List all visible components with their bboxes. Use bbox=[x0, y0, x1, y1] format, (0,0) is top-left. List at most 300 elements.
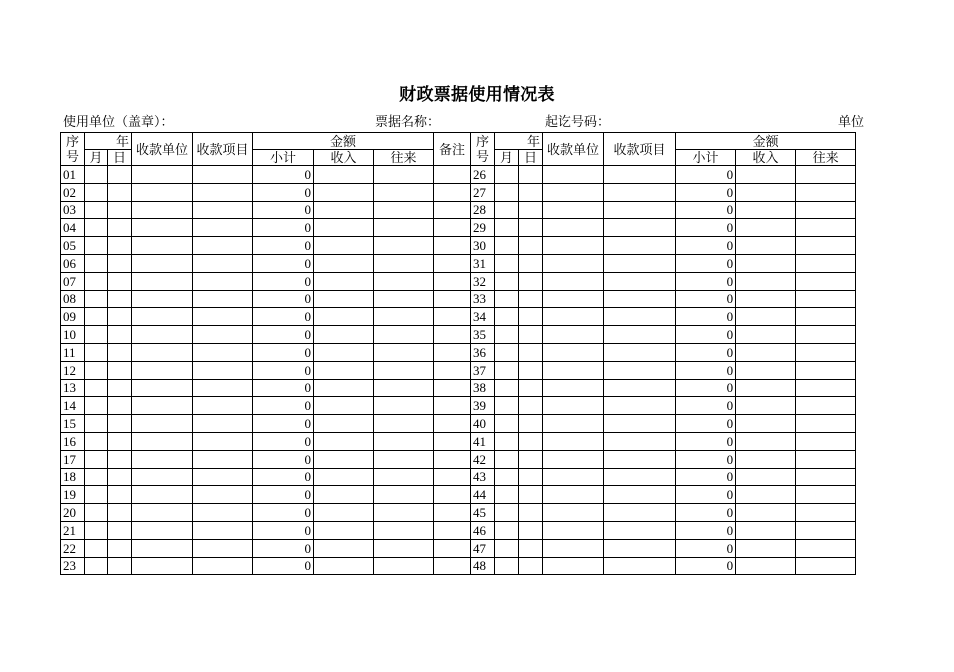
subtotal-cell-left: 0 bbox=[253, 504, 314, 522]
subtotal-cell-left: 0 bbox=[253, 166, 314, 184]
income-header-right: 收入 bbox=[736, 150, 796, 166]
item-cell-right bbox=[604, 326, 676, 344]
serial-cell-right: 27 bbox=[471, 183, 495, 201]
subtotal-cell-left: 0 bbox=[253, 290, 314, 308]
payee-cell-right bbox=[543, 450, 604, 468]
serial-cell-left: 10 bbox=[61, 326, 85, 344]
subtotal-cell-right: 0 bbox=[676, 254, 736, 272]
income-cell-right bbox=[736, 521, 796, 539]
day-cell-right bbox=[519, 361, 543, 379]
transfer-cell-right bbox=[796, 361, 856, 379]
item-cell-left bbox=[193, 450, 253, 468]
transfer-cell-left bbox=[374, 201, 434, 219]
payee-cell-left bbox=[132, 308, 193, 326]
serial-cell-right: 36 bbox=[471, 343, 495, 361]
item-cell-right bbox=[604, 237, 676, 255]
subtotal-header-right: 小计 bbox=[676, 150, 736, 166]
income-cell-right bbox=[736, 308, 796, 326]
transfer-cell-left bbox=[374, 237, 434, 255]
subtotal-cell-left: 0 bbox=[253, 201, 314, 219]
day-cell-right bbox=[519, 290, 543, 308]
transfer-cell-left bbox=[374, 308, 434, 326]
serial-cell-left: 04 bbox=[61, 219, 85, 237]
subtotal-header-left: 小计 bbox=[253, 150, 314, 166]
remark-cell bbox=[434, 557, 471, 575]
item-header-left: 收款项目 bbox=[193, 133, 253, 166]
table-row bbox=[61, 219, 856, 237]
transfer-cell-right bbox=[796, 343, 856, 361]
serial-cell-left: 09 bbox=[61, 308, 85, 326]
table-row bbox=[61, 432, 856, 450]
transfer-cell-left bbox=[374, 557, 434, 575]
transfer-header-left: 往来 bbox=[374, 150, 434, 166]
ticket-name-label: 票据名称： bbox=[375, 114, 441, 129]
subtotal-cell-right: 0 bbox=[676, 468, 736, 486]
remark-cell bbox=[434, 237, 471, 255]
transfer-cell-right bbox=[796, 415, 856, 433]
month-cell-right bbox=[495, 254, 519, 272]
income-cell-left bbox=[314, 504, 374, 522]
month-cell-right bbox=[495, 237, 519, 255]
income-cell-right bbox=[736, 539, 796, 557]
item-cell-right bbox=[604, 254, 676, 272]
income-cell-left bbox=[314, 237, 374, 255]
subtotal-cell-left: 0 bbox=[253, 219, 314, 237]
subtotal-cell-right: 0 bbox=[676, 237, 736, 255]
payee-cell-right bbox=[543, 361, 604, 379]
table-body bbox=[61, 166, 856, 575]
income-cell-right bbox=[736, 326, 796, 344]
income-cell-left bbox=[314, 272, 374, 290]
item-cell-left bbox=[193, 539, 253, 557]
day-cell-left bbox=[108, 379, 132, 397]
transfer-cell-right bbox=[796, 539, 856, 557]
transfer-cell-right bbox=[796, 486, 856, 504]
item-cell-right bbox=[604, 219, 676, 237]
subtotal-cell-left: 0 bbox=[253, 326, 314, 344]
payee-cell-left bbox=[132, 468, 193, 486]
item-cell-left bbox=[193, 468, 253, 486]
table-row bbox=[61, 237, 856, 255]
day-cell-right bbox=[519, 521, 543, 539]
item-cell-right bbox=[604, 468, 676, 486]
day-cell-right bbox=[519, 397, 543, 415]
month-cell-left bbox=[85, 326, 108, 344]
remark-cell bbox=[434, 486, 471, 504]
serial-cell-left: 06 bbox=[61, 254, 85, 272]
payee-cell-right bbox=[543, 254, 604, 272]
table-row bbox=[61, 272, 856, 290]
subtotal-cell-left: 0 bbox=[253, 379, 314, 397]
income-cell-left bbox=[314, 397, 374, 415]
day-cell-right bbox=[519, 219, 543, 237]
payee-cell-right bbox=[543, 219, 604, 237]
income-cell-right bbox=[736, 201, 796, 219]
remark-cell bbox=[434, 308, 471, 326]
day-header-right: 日 bbox=[519, 150, 543, 166]
item-cell-right bbox=[604, 290, 676, 308]
month-cell-left bbox=[85, 219, 108, 237]
month-cell-right bbox=[495, 432, 519, 450]
item-cell-right bbox=[604, 361, 676, 379]
serial-cell-left: 20 bbox=[61, 504, 85, 522]
income-cell-left bbox=[314, 432, 374, 450]
day-cell-left bbox=[108, 272, 132, 290]
subtotal-cell-left: 0 bbox=[253, 539, 314, 557]
payee-header-left: 收款单位 bbox=[132, 133, 193, 166]
month-cell-right bbox=[495, 166, 519, 184]
transfer-cell-left bbox=[374, 343, 434, 361]
income-cell-left bbox=[314, 415, 374, 433]
serial-cell-right: 37 bbox=[471, 361, 495, 379]
serial-cell-right: 35 bbox=[471, 326, 495, 344]
transfer-cell-right bbox=[796, 308, 856, 326]
remark-cell bbox=[434, 254, 471, 272]
serial-cell-left: 08 bbox=[61, 290, 85, 308]
serial-cell-left: 05 bbox=[61, 237, 85, 255]
table-row bbox=[61, 539, 856, 557]
day-cell-left bbox=[108, 432, 132, 450]
day-cell-left bbox=[108, 468, 132, 486]
serial-header-right bbox=[471, 133, 495, 166]
transfer-cell-right bbox=[796, 237, 856, 255]
subtotal-cell-left: 0 bbox=[253, 415, 314, 433]
day-cell-left bbox=[108, 343, 132, 361]
serial-cell-right: 31 bbox=[471, 254, 495, 272]
serial-cell-left: 14 bbox=[61, 397, 85, 415]
month-cell-left bbox=[85, 397, 108, 415]
transfer-cell-left bbox=[374, 361, 434, 379]
payee-cell-left bbox=[132, 557, 193, 575]
transfer-cell-left bbox=[374, 504, 434, 522]
remark-cell bbox=[434, 432, 471, 450]
month-cell-left bbox=[85, 290, 108, 308]
income-cell-right bbox=[736, 361, 796, 379]
month-cell-right bbox=[495, 290, 519, 308]
subtotal-cell-right: 0 bbox=[676, 432, 736, 450]
day-cell-left bbox=[108, 237, 132, 255]
transfer-cell-left bbox=[374, 254, 434, 272]
payee-cell-right bbox=[543, 183, 604, 201]
serial-cell-right: 34 bbox=[471, 308, 495, 326]
remark-header: 备注 bbox=[434, 133, 471, 166]
month-cell-right bbox=[495, 219, 519, 237]
item-cell-left bbox=[193, 343, 253, 361]
item-cell-left bbox=[193, 290, 253, 308]
table-row bbox=[61, 486, 856, 504]
serial-cell-right: 48 bbox=[471, 557, 495, 575]
transfer-cell-left bbox=[374, 166, 434, 184]
month-cell-left bbox=[85, 521, 108, 539]
payee-cell-left bbox=[132, 521, 193, 539]
month-cell-left bbox=[85, 415, 108, 433]
remark-cell bbox=[434, 326, 471, 344]
payee-cell-right bbox=[543, 468, 604, 486]
remark-cell bbox=[434, 397, 471, 415]
serial-cell-right: 43 bbox=[471, 468, 495, 486]
payee-cell-right bbox=[543, 486, 604, 504]
income-cell-left bbox=[314, 539, 374, 557]
month-cell-left bbox=[85, 183, 108, 201]
day-cell-right bbox=[519, 432, 543, 450]
payee-cell-left bbox=[132, 397, 193, 415]
table-row bbox=[61, 379, 856, 397]
day-cell-left bbox=[108, 290, 132, 308]
subtotal-cell-left: 0 bbox=[253, 432, 314, 450]
payee-cell-right bbox=[543, 326, 604, 344]
table-row bbox=[61, 557, 856, 575]
table-row bbox=[61, 343, 856, 361]
serial-cell-left: 18 bbox=[61, 468, 85, 486]
serial-cell-left: 12 bbox=[61, 361, 85, 379]
subtotal-cell-left: 0 bbox=[253, 272, 314, 290]
payee-cell-left bbox=[132, 379, 193, 397]
month-cell-left bbox=[85, 557, 108, 575]
subtotal-cell-right: 0 bbox=[676, 343, 736, 361]
transfer-cell-right bbox=[796, 166, 856, 184]
transfer-cell-right bbox=[796, 450, 856, 468]
table-row bbox=[61, 504, 856, 522]
serial-cell-left: 21 bbox=[61, 521, 85, 539]
payee-cell-right bbox=[543, 201, 604, 219]
income-cell-right bbox=[736, 272, 796, 290]
month-cell-left bbox=[85, 166, 108, 184]
transfer-cell-left bbox=[374, 521, 434, 539]
day-cell-right bbox=[519, 468, 543, 486]
item-cell-right bbox=[604, 432, 676, 450]
item-cell-left bbox=[193, 219, 253, 237]
day-cell-right bbox=[519, 237, 543, 255]
transfer-cell-right bbox=[796, 379, 856, 397]
transfer-cell-left bbox=[374, 450, 434, 468]
payee-cell-right bbox=[543, 539, 604, 557]
transfer-cell-left bbox=[374, 326, 434, 344]
month-cell-right bbox=[495, 379, 519, 397]
table-row bbox=[61, 290, 856, 308]
table-row bbox=[61, 308, 856, 326]
item-cell-right bbox=[604, 308, 676, 326]
ticket-usage-table bbox=[60, 132, 856, 575]
day-cell-left bbox=[108, 539, 132, 557]
day-cell-left bbox=[108, 557, 132, 575]
item-cell-left bbox=[193, 254, 253, 272]
item-cell-right bbox=[604, 557, 676, 575]
month-cell-left bbox=[85, 254, 108, 272]
payee-cell-left bbox=[132, 504, 193, 522]
month-cell-right bbox=[495, 504, 519, 522]
payee-cell-left bbox=[132, 486, 193, 504]
payee-cell-left bbox=[132, 201, 193, 219]
subtotal-cell-right: 0 bbox=[676, 450, 736, 468]
remark-cell bbox=[434, 468, 471, 486]
income-cell-right bbox=[736, 379, 796, 397]
serial-cell-right: 44 bbox=[471, 486, 495, 504]
transfer-cell-right bbox=[796, 183, 856, 201]
remark-cell bbox=[434, 450, 471, 468]
transfer-cell-left bbox=[374, 290, 434, 308]
serial-cell-left: 19 bbox=[61, 486, 85, 504]
month-cell-right bbox=[495, 397, 519, 415]
item-cell-left bbox=[193, 326, 253, 344]
payee-cell-right bbox=[543, 379, 604, 397]
day-cell-left bbox=[108, 504, 132, 522]
table-row bbox=[61, 450, 856, 468]
day-cell-right bbox=[519, 557, 543, 575]
day-cell-left bbox=[108, 486, 132, 504]
serial-cell-right: 41 bbox=[471, 432, 495, 450]
number-range-label: 起讫号码： bbox=[545, 114, 611, 129]
day-cell-right bbox=[519, 254, 543, 272]
payee-cell-right bbox=[543, 432, 604, 450]
item-cell-right bbox=[604, 521, 676, 539]
serial-cell-left: 13 bbox=[61, 379, 85, 397]
income-cell-left bbox=[314, 201, 374, 219]
serial-cell-left: 11 bbox=[61, 343, 85, 361]
payee-cell-left bbox=[132, 343, 193, 361]
item-cell-right bbox=[604, 166, 676, 184]
item-header-right: 收款项目 bbox=[604, 133, 676, 166]
day-cell-left bbox=[108, 166, 132, 184]
remark-cell bbox=[434, 183, 471, 201]
item-cell-left bbox=[193, 397, 253, 415]
remark-cell bbox=[434, 166, 471, 184]
month-cell-left bbox=[85, 361, 108, 379]
month-cell-right bbox=[495, 450, 519, 468]
item-cell-left bbox=[193, 415, 253, 433]
transfer-cell-left bbox=[374, 486, 434, 504]
serial-cell-left: 23 bbox=[61, 557, 85, 575]
unit-label-right: 单位 bbox=[838, 114, 865, 129]
item-cell-left bbox=[193, 504, 253, 522]
day-cell-right bbox=[519, 415, 543, 433]
serial-cell-left: 16 bbox=[61, 432, 85, 450]
table-row bbox=[61, 254, 856, 272]
subtotal-cell-right: 0 bbox=[676, 361, 736, 379]
table-row bbox=[61, 361, 856, 379]
table-row bbox=[61, 468, 856, 486]
subtotal-cell-right: 0 bbox=[676, 308, 736, 326]
item-cell-right bbox=[604, 539, 676, 557]
serial-cell-left: 01 bbox=[61, 166, 85, 184]
day-cell-left bbox=[108, 201, 132, 219]
table-row bbox=[61, 521, 856, 539]
day-cell-left bbox=[108, 326, 132, 344]
info-row bbox=[60, 114, 865, 130]
serial-cell-right: 30 bbox=[471, 237, 495, 255]
serial-cell-right: 42 bbox=[471, 450, 495, 468]
subtotal-cell-left: 0 bbox=[253, 486, 314, 504]
transfer-cell-right bbox=[796, 521, 856, 539]
income-cell-right bbox=[736, 343, 796, 361]
transfer-cell-right bbox=[796, 432, 856, 450]
subtotal-cell-left: 0 bbox=[253, 183, 314, 201]
day-cell-right bbox=[519, 504, 543, 522]
item-cell-left bbox=[193, 557, 253, 575]
subtotal-cell-right: 0 bbox=[676, 486, 736, 504]
subtotal-cell-left: 0 bbox=[253, 450, 314, 468]
income-cell-right bbox=[736, 219, 796, 237]
income-cell-left bbox=[314, 254, 374, 272]
item-cell-right bbox=[604, 504, 676, 522]
month-cell-right bbox=[495, 415, 519, 433]
income-cell-left bbox=[314, 379, 374, 397]
item-cell-left bbox=[193, 183, 253, 201]
month-cell-right bbox=[495, 201, 519, 219]
transfer-cell-right bbox=[796, 468, 856, 486]
payee-cell-left bbox=[132, 254, 193, 272]
month-cell-right bbox=[495, 308, 519, 326]
payee-cell-left bbox=[132, 326, 193, 344]
subtotal-cell-left: 0 bbox=[253, 468, 314, 486]
subtotal-cell-right: 0 bbox=[676, 397, 736, 415]
income-cell-right bbox=[736, 254, 796, 272]
remark-cell bbox=[434, 539, 471, 557]
subtotal-cell-left: 0 bbox=[253, 521, 314, 539]
item-cell-right bbox=[604, 450, 676, 468]
item-cell-right bbox=[604, 201, 676, 219]
remark-cell bbox=[434, 219, 471, 237]
income-cell-right bbox=[736, 486, 796, 504]
month-cell-left bbox=[85, 308, 108, 326]
transfer-cell-left bbox=[374, 397, 434, 415]
payee-cell-left bbox=[132, 166, 193, 184]
item-cell-left bbox=[193, 308, 253, 326]
day-cell-right bbox=[519, 539, 543, 557]
payee-cell-right bbox=[543, 343, 604, 361]
transfer-cell-right bbox=[796, 290, 856, 308]
income-cell-right bbox=[736, 557, 796, 575]
month-cell-right bbox=[495, 468, 519, 486]
day-cell-right bbox=[519, 379, 543, 397]
income-cell-left bbox=[314, 450, 374, 468]
transfer-cell-right bbox=[796, 254, 856, 272]
payee-cell-left bbox=[132, 183, 193, 201]
subtotal-cell-left: 0 bbox=[253, 557, 314, 575]
income-cell-right bbox=[736, 290, 796, 308]
month-header-left: 月 bbox=[85, 150, 108, 166]
table-row bbox=[61, 166, 856, 184]
day-cell-right bbox=[519, 183, 543, 201]
transfer-cell-left bbox=[374, 219, 434, 237]
item-cell-right bbox=[604, 183, 676, 201]
month-cell-right bbox=[495, 326, 519, 344]
transfer-cell-right bbox=[796, 504, 856, 522]
month-cell-right bbox=[495, 361, 519, 379]
payee-cell-right bbox=[543, 272, 604, 290]
year-header-left: 年 bbox=[85, 133, 132, 150]
subtotal-cell-right: 0 bbox=[676, 326, 736, 344]
month-cell-left bbox=[85, 379, 108, 397]
income-cell-left bbox=[314, 183, 374, 201]
income-cell-left bbox=[314, 557, 374, 575]
serial-cell-right: 32 bbox=[471, 272, 495, 290]
income-cell-right bbox=[736, 432, 796, 450]
day-cell-left bbox=[108, 521, 132, 539]
item-cell-right bbox=[604, 486, 676, 504]
subtotal-cell-right: 0 bbox=[676, 557, 736, 575]
transfer-cell-left bbox=[374, 379, 434, 397]
serial-cell-right: 46 bbox=[471, 521, 495, 539]
income-cell-left bbox=[314, 486, 374, 504]
serial-cell-left: 03 bbox=[61, 201, 85, 219]
item-cell-left bbox=[193, 166, 253, 184]
subtotal-cell-right: 0 bbox=[676, 379, 736, 397]
serial-cell-left: 22 bbox=[61, 539, 85, 557]
day-cell-right bbox=[519, 166, 543, 184]
item-cell-left bbox=[193, 379, 253, 397]
month-cell-left bbox=[85, 201, 108, 219]
payee-cell-left bbox=[132, 450, 193, 468]
